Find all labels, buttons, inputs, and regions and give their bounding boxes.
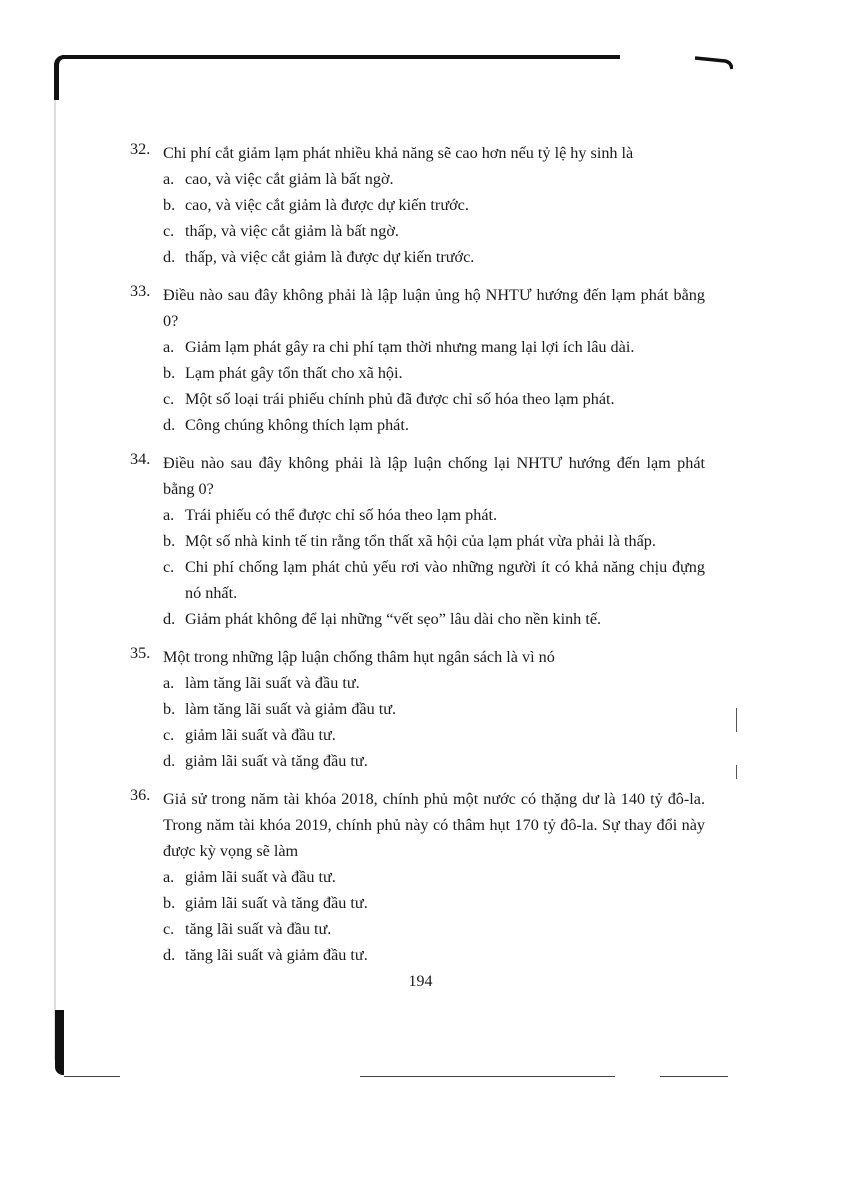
question-33 (130, 282, 705, 438)
option-label: d. (163, 416, 176, 434)
option-label: c. (163, 558, 175, 576)
option-b (163, 890, 705, 916)
scan-bottom-rule-center (360, 1076, 615, 1077)
option-label: c. (163, 390, 175, 408)
option-text: Giảm lạm phát gây ra chi phí tạm thời nhưng mang lại lợi ích lâu dài. (185, 338, 635, 356)
question-36 (130, 786, 705, 968)
scan-edge-mark (736, 708, 737, 732)
option-text: giảm lãi suất và đầu tư. (185, 726, 336, 744)
question-text: Chi phí cắt giảm lạm phát nhiều khả năng sẽ cao hơn nếu tỷ lệ hy sinh là (163, 144, 634, 162)
option-a (163, 166, 705, 192)
option-a (163, 670, 705, 696)
option-label: b. (163, 894, 176, 912)
scan-spine-dark (55, 1010, 64, 1075)
option-text: Trái phiếu có thể được chỉ số hóa theo lạm phát. (185, 506, 498, 524)
question-number: 32. (130, 140, 151, 158)
option-text: Giảm phát không để lại những “vết sẹo” lâu dài cho nền kinh tế. (185, 610, 602, 628)
scan-spine-shadow (54, 100, 56, 1060)
scan-bottom-rule-right (660, 1076, 728, 1077)
scan-corner-right (695, 56, 733, 70)
option-d (163, 412, 705, 438)
question-number: 36. (130, 786, 151, 804)
option-b (163, 192, 705, 218)
option-text: thấp, và việc cắt giảm là được dự kiến trước. (185, 248, 475, 266)
option-label: b. (163, 196, 176, 214)
question-text: Một trong những lập luận chống thâm hụt ngân sách là vì nó (163, 648, 555, 666)
question-text: Giả sử trong năm tài khóa 2018, chính phủ một nước có thặng dư là 140 tỷ đô-la. Trong năm tài khóa 2019, chính phủ này có thâm hụt 170 tỷ đô-la. Sự thay đổi này được kỳ vọng sẽ làm (163, 790, 705, 860)
option-d (163, 606, 705, 632)
option-label: b. (163, 364, 176, 382)
option-c (163, 722, 705, 748)
option-label: b. (163, 700, 176, 718)
option-b (163, 360, 705, 386)
question-text: Điều nào sau đây không phải là lập luận chống lại NHTƯ hướng đến lạm phát bằng 0? (163, 454, 705, 498)
option-text: cao, và việc cắt giảm là bất ngờ. (185, 170, 394, 188)
option-label: c. (163, 920, 175, 938)
question-number: 34. (130, 450, 151, 468)
scan-bottom-rule-left (64, 1076, 120, 1077)
option-c (163, 554, 705, 606)
option-text: tăng lãi suất và giảm đầu tư. (185, 946, 368, 964)
question-text: Điều nào sau đây không phải là lập luận ủng hộ NHTƯ hướng đến lạm phát bằng 0? (163, 286, 705, 330)
option-text: làm tăng lãi suất và giảm đầu tư. (185, 700, 397, 718)
option-text: giảm lãi suất và tăng đầu tư. (185, 894, 368, 912)
question-number: 33. (130, 282, 151, 300)
option-text: tăng lãi suất và đầu tư. (185, 920, 332, 938)
option-text: Một số nhà kinh tế tin rằng tổn thất xã hội của lạm phát vừa phải là thấp. (185, 532, 656, 550)
question-35 (130, 644, 705, 774)
option-text: Lạm phát gây tổn thất cho xã hội. (185, 364, 403, 382)
page-number: 194 (408, 973, 433, 990)
option-d (163, 748, 705, 774)
option-label: a. (163, 506, 175, 524)
option-text: thấp, và việc cắt giảm là bất ngờ. (185, 222, 399, 240)
option-b (163, 528, 705, 554)
option-label: d. (163, 248, 176, 266)
option-label: c. (163, 222, 175, 240)
option-c (163, 218, 705, 244)
option-label: a. (163, 674, 175, 692)
option-label: a. (163, 170, 175, 188)
option-d (163, 942, 705, 968)
option-label: b. (163, 532, 176, 550)
option-text: Công chúng không thích lạm phát. (185, 416, 409, 434)
option-a (163, 864, 705, 890)
option-text: cao, và việc cắt giảm là được dự kiến trước. (185, 196, 469, 214)
option-label: d. (163, 752, 176, 770)
option-d (163, 244, 705, 270)
option-text: giảm lãi suất và tăng đầu tư. (185, 752, 368, 770)
scan-top-rule (62, 55, 620, 59)
option-label: c. (163, 726, 175, 744)
question-number: 35. (130, 644, 151, 662)
option-text: giảm lãi suất và đầu tư. (185, 868, 336, 886)
page-content (130, 140, 705, 968)
option-label: a. (163, 868, 175, 886)
option-label: d. (163, 946, 176, 964)
question-32 (130, 140, 705, 270)
option-text: Chi phí chống lạm phát chủ yếu rơi vào những người ít có khả năng chịu đựng nó nhất. (185, 558, 705, 602)
scan-corner-left (54, 55, 66, 100)
scan-edge-mark (736, 765, 737, 779)
option-a (163, 334, 705, 360)
option-c (163, 386, 705, 412)
option-b (163, 696, 705, 722)
option-a (163, 502, 705, 528)
option-text: Một số loại trái phiếu chính phủ đã được chỉ số hóa theo lạm phát. (185, 390, 615, 408)
option-text: làm tăng lãi suất và đầu tư. (185, 674, 360, 692)
question-34 (130, 450, 705, 632)
option-c (163, 916, 705, 942)
option-label: a. (163, 338, 175, 356)
option-label: d. (163, 610, 176, 628)
